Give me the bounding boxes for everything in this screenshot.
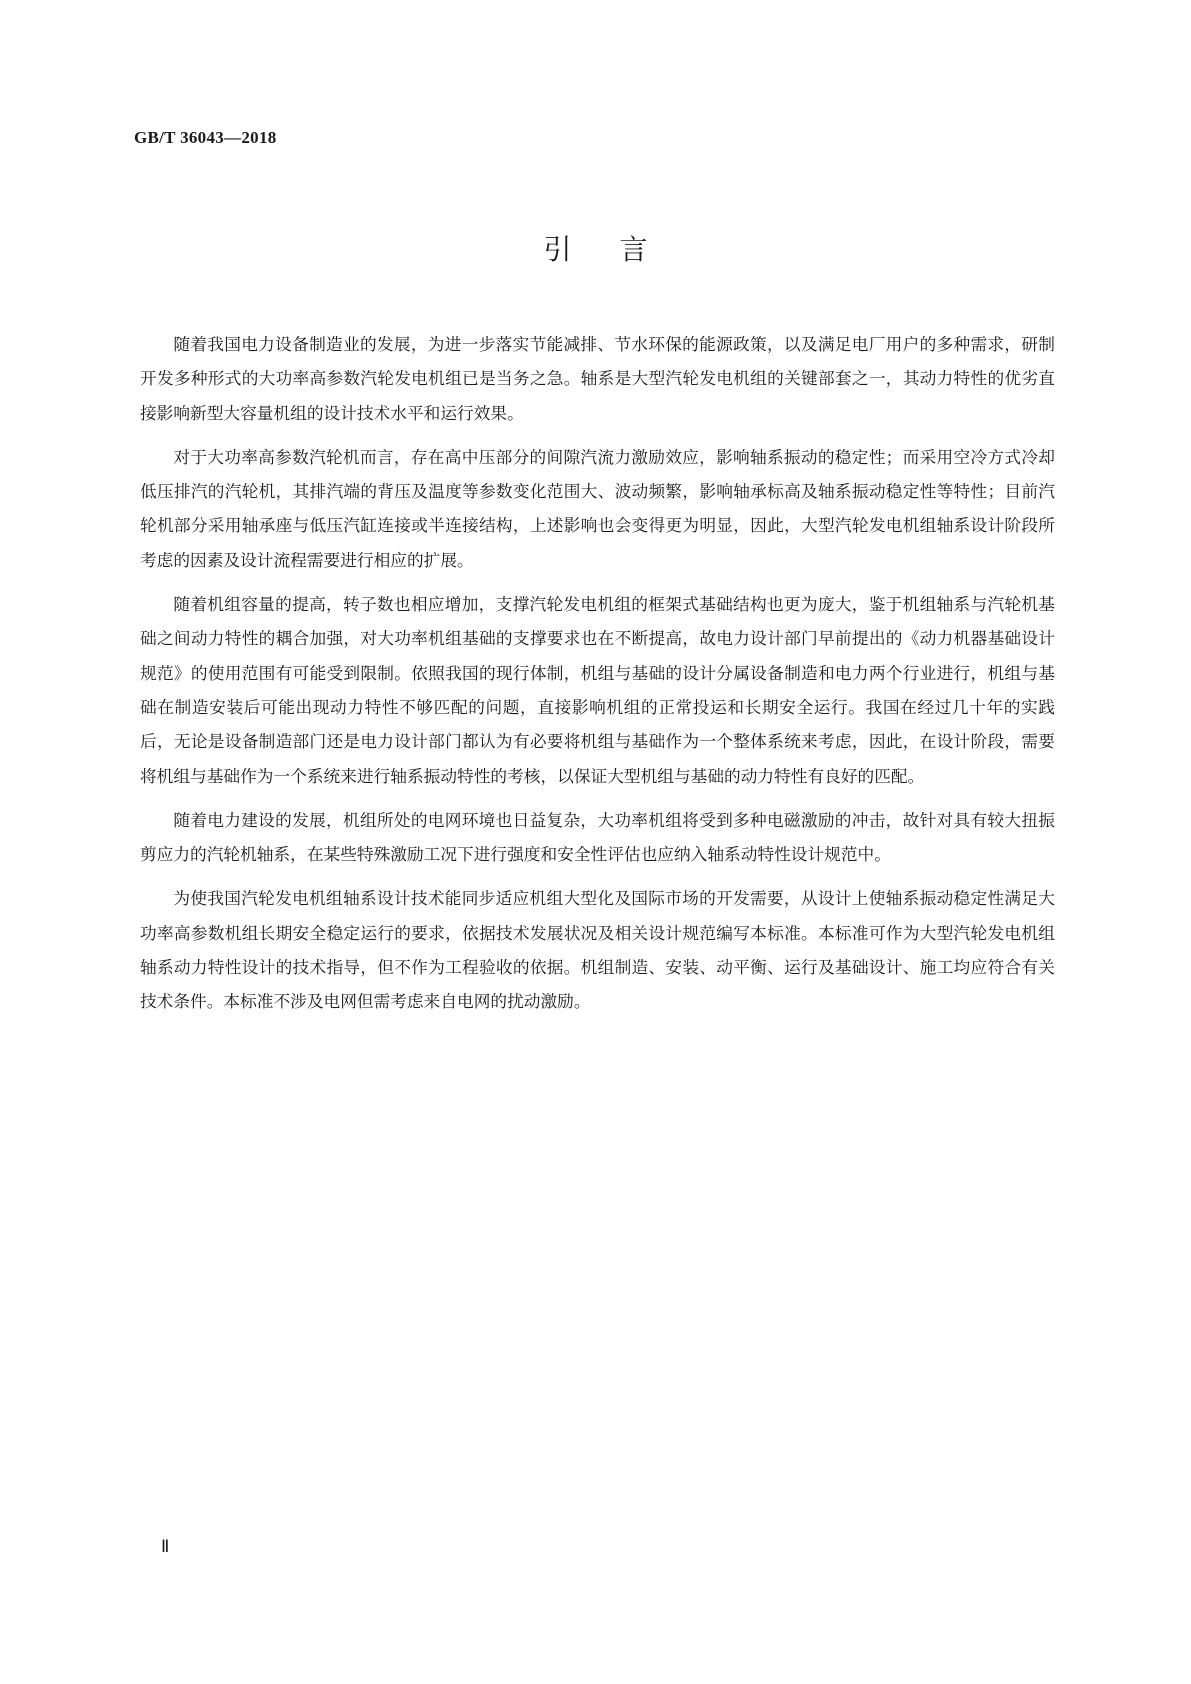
page-number: Ⅱ xyxy=(161,1537,170,1556)
paragraph: 随着机组容量的提高，转子数也相应增加，支撑汽轮发电机组的框架式基础结构也更为庞大，鉴于机组轴系与汽轮机基础之间动力特性的耦合加强，对大功率机组基础的支撑要求也在不断提高，故电力设计部门早前提出的《动力机器基础设计规范》的使用范围有可能受到限制。依照我国的现行体制，机组与基础的设计分属设备制造和电力两个行业进行，机组与基础在制造安装后可能出现动力特性不够匹配的问题，直接影响机组的正常投运和长期安全运行。我国在经过几十年的实践后，无论是设备制造部门还是电力设计部门都认为有必要将机组与基础作为一个整体系统来考虑，因此，在设计阶段，需要将机组与基础作为一个系统来进行轴系振动特性的考核，以保证大型机组与基础的动力特性有良好的匹配。 xyxy=(140,594,1055,786)
page-title: 引言 xyxy=(543,233,696,266)
paragraph: 为使我国汽轮发电机组轴系设计技术能同步适应机组大型化及国际市场的开发需要，从设计上使轴系振动稳定性满足大功率高参数机组长期安全稳定运行的要求，依据技术发展状况及相关设计规范编写本标准。本标准可作为大型汽轮发电机组轴系动力特性设计的技术指导，但不作为工程验收的依据。机组制造、安装、动平衡、运行及基础设计、施工均应符合有关技术条件。本标准不涉及电网但需考虑来自电网的扰动激励。 xyxy=(140,888,1055,1012)
paragraph: 随着电力建设的发展，机组所处的电网环境也日益复杂，大功率机组将受到多种电磁激励的冲击，故针对具有较大扭振剪应力的汽轮机轴系，在某些特殊激励工况下进行强度和安全性评估也应纳入轴系动特性设计规范中。 xyxy=(140,809,1055,865)
body-text xyxy=(140,327,1055,1029)
paragraph: 对于大功率高参数汽轮机而言，存在高中压部分的间隙汽流力激励效应，影响轴系振动的稳定性；而采用空冷方式冷却低压排汽的汽轮机，其排汽端的背压及温度等参数变化范围大、波动频繁，影响轴承标高及轴系振动稳定性等特性；目前汽轮机部分采用轴承座与低压汽缸连接或半连接结构，上述影响也会变得更为明显，因此，大型汽轮发电机组轴系设计阶段所考虑的因素及设计流程需要进行相应的扩展。 xyxy=(140,446,1055,570)
standard-code: GB/T 36043—2018 xyxy=(134,128,277,147)
paragraph: 随着我国电力设备制造业的发展，为进一步落实节能减排、节水环保的能源政策，以及满足电厂用户的多种需求，研制开发多种形式的大功率高参数汽轮发电机组已是当务之急。轴系是大型汽轮发电机组的关键部套之一，其动力特性的优劣直接影响新型大容量机组的设计技术水平和运行效果。 xyxy=(140,334,1055,423)
